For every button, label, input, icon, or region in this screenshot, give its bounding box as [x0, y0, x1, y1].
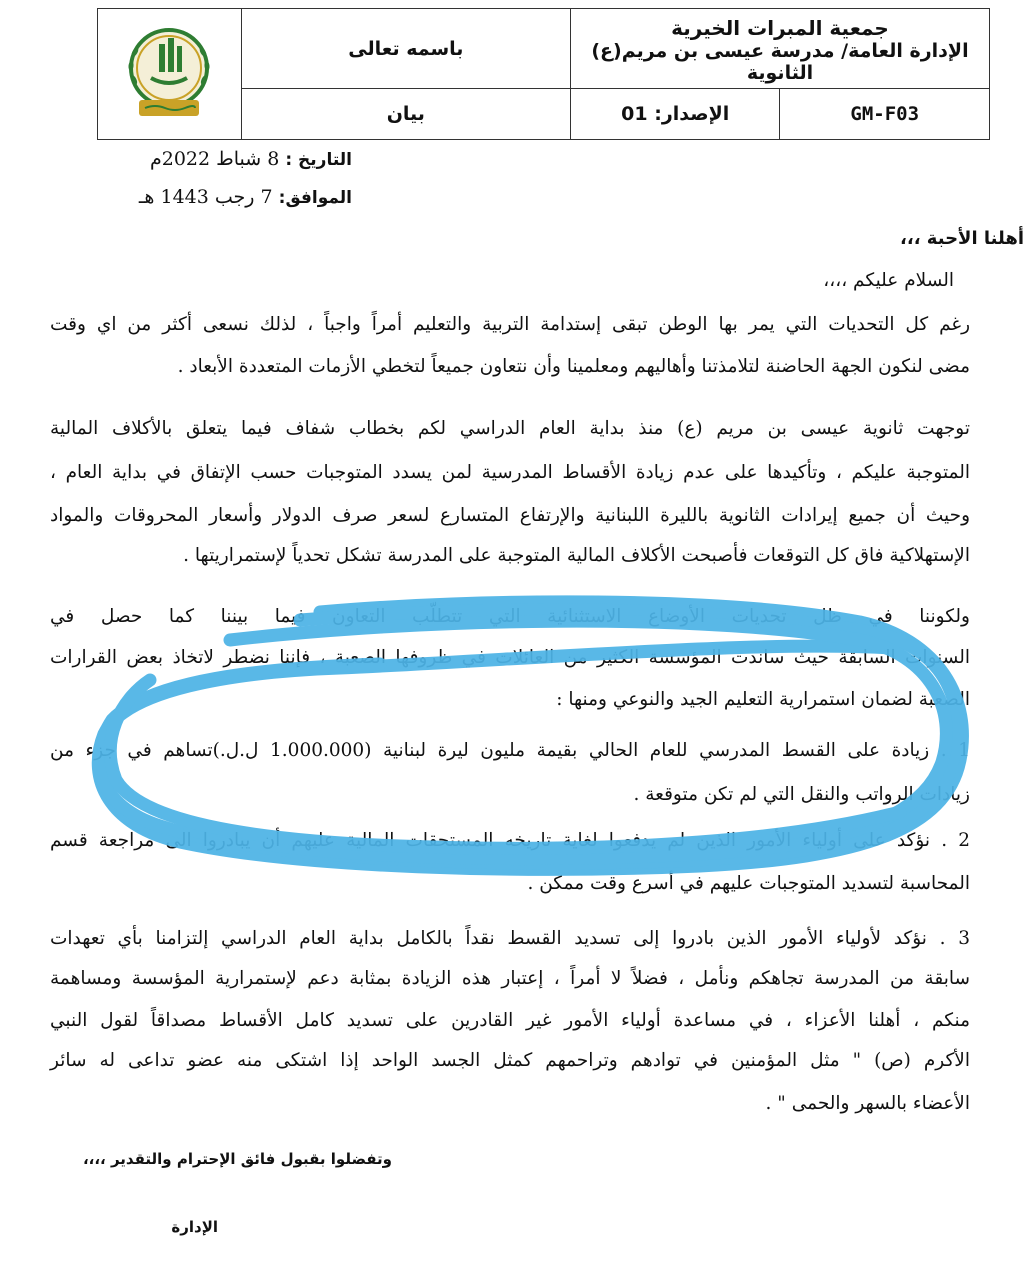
date-line [150, 148, 352, 170]
greeting: أهلنا الأحبة ،،، [900, 228, 1024, 249]
body-line: الأعضاء بالسهر والحمى " . [765, 1093, 970, 1114]
hijri-label: الموافق: [278, 188, 352, 208]
body-line: توجهت ثانوية عيسى بن مريم (ع) منذ بداية العام الدراسي لكم بخطاب شفاف فيما يتعلق بالأكلاف المالية [50, 418, 970, 439]
basmala: باسمه تعالى [241, 9, 570, 89]
org-name: جمعية المبرات الخيرية [671, 15, 889, 40]
body-line: 3 . نؤكد لأولياء الأمور الذين بادروا إلى تسديد القسط نقداً بالكامل بداية العام الدراسي إلتزامنا بأي تعهدات [50, 928, 970, 949]
date-label: التاريخ : [285, 150, 352, 170]
body-line: رغم كل التحديات التي يمر بها الوطن تبقى إستدامة التربية والتعليم أمراً واجباً ، لذلك نسعى أكثر من اي وقت [50, 314, 970, 335]
edition-label: الإصدار: 01 [571, 89, 780, 139]
body-line: المتوجبة عليكم ، وتأكيدها على عدم زيادة الأقساط المدرسية لمن يسدد المتوجبات حسب الإتفاق في بداية العام ، [50, 462, 970, 483]
signature: الإدارة [171, 1218, 218, 1236]
body-line: زيادات الرواتب والنقل التي لم تكن متوقعة . [633, 784, 970, 805]
body-line: منكم ، أهلنا الأعزاء ، في مساعدة أولياء الأمور غير القادرين على تسديد كامل الأقساط مصداقاً لقول النبي [50, 1010, 970, 1031]
body-line: الإستهلاكية فاق كل التوقعات فأصبحت الأكلاف المالية المتوجبة على المدرسة تشكل تحدياً لإستمراريتها . [183, 545, 970, 566]
body-line: وحيث أن جميع إيرادات الثانوية بالليرة اللبنانية والإرتفاع المتسارع لسعر صرف الدولار وأسعار المحروقات والمواد [50, 505, 970, 526]
date-value: 8 شباط 2022م [149, 148, 280, 170]
body-line: الأكرم (ص) " مثل المؤمنين في توادهم وتراحمهم كمثل الجسد الواحد إذا اشتكى منه عضو تداعى له سائر [50, 1050, 970, 1071]
salam: السلام عليكم ،،،، [823, 270, 954, 291]
body-line: سابقة من المدرسة تجاهكم ونأمل ، فضلاً لا أمراً ، إعتبار هذه الزيادة بمثابة دعم لإستمرارية المؤسسة ومساهمة [50, 968, 970, 989]
closing: وتفضلوا بقبول فائق الإحترام والتقدير ،،،، [82, 1150, 392, 1168]
doc-type: بيان [241, 89, 570, 140]
body-line: ولكوننا في ظل تحديات الأوضاع الاستثنائية التي تتطلّب التعاون فيما بيننا كما حصل في [50, 606, 970, 627]
org-school: الإدارة العامة/ مدرسة عيسى بن مريم(ع) الثانوية [591, 39, 969, 84]
org-cell [570, 9, 989, 89]
code-cells [570, 89, 989, 140]
body-line: 1 . زيادة على القسط المدرسي للعام الحالي بقيمة مليون ليرة لبنانية (1.000.000 ل.ل.)تساهم في جزء من [50, 740, 971, 761]
form-code: GM-F03 [850, 103, 920, 125]
body-line: مضى لنكون الجهة الحاضنة لتلامذتنا وأهاليهم ومعلمينا وأن نتعاون جميعاً لتخطي الأزمات المتعددة الأبعاد . [177, 356, 970, 377]
association-logo [121, 22, 217, 122]
body-line: الصعبة لضمان استمرارية التعليم الجيد والنوعي ومنها : [556, 689, 970, 710]
body-line: السنوات السابقة حيث ساندت المؤسسة الكثير من العائلات في ظروفها الصعبة ، فإننا نضطر لاتخاذ بعض القرارات [50, 647, 970, 668]
body-line: المحاسبة لتسديد المتوجبات عليهم في أسرع وقت ممكن . [527, 873, 970, 894]
logo-cell [98, 9, 242, 140]
hijri-value: 7 رجب 1443 هـ [138, 186, 273, 208]
body-line: 2 . نؤكد على أولياء الأمور الذين لم يدفعوا لغاية تاريخه المستحقات المالية عليهم أن يبادروا الى مراجعة قسم [50, 830, 970, 851]
hijri-line [139, 186, 352, 208]
document-header [97, 8, 990, 140]
